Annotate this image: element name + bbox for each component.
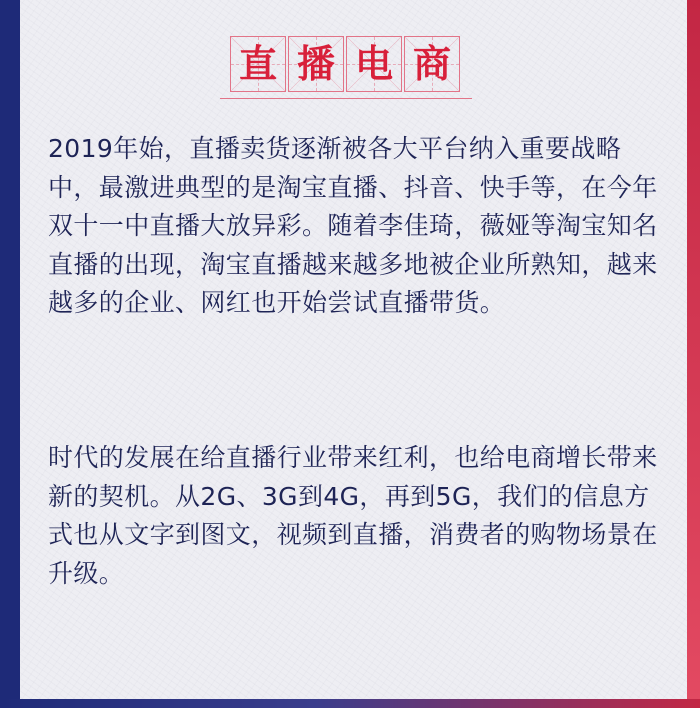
- title-grid-cell: [288, 36, 344, 92]
- body-paragraph-2: 时代的发展在给直播行业带来红利，也给电商增长带来新的契机。从2G、3G到4G，再到5G，我们的信息方式也从文字到图文，视频到直播，消费者的购物场景在升级。: [48, 443, 658, 588]
- left-frame-bar: [0, 0, 20, 708]
- page-title: [230, 36, 462, 92]
- body-paragraph-1: 2019年始，直播卖货逐渐被各大平台纳入重要战略中，最激进典型的是淘宝直播、抖音、快手等，在今年双十一中直播大放异彩。随着李佳琦，薇娅等淘宝知名直播的出现，淘宝直播越来越多地被企业所熟知，越来越多的企业、网红也开始尝试直播带货。: [48, 134, 658, 317]
- title-grid-cell: [346, 36, 402, 92]
- title-char: 商: [412, 42, 451, 86]
- right-frame-bar: [687, 0, 700, 708]
- title-char: 播: [296, 42, 335, 86]
- title-grid-cell: [230, 36, 286, 92]
- title-grid-cell: [404, 36, 460, 92]
- bottom-frame-bar: [0, 699, 700, 708]
- title-char: 直: [238, 42, 277, 86]
- title-underline: [220, 98, 472, 99]
- title-char: 电: [354, 42, 393, 86]
